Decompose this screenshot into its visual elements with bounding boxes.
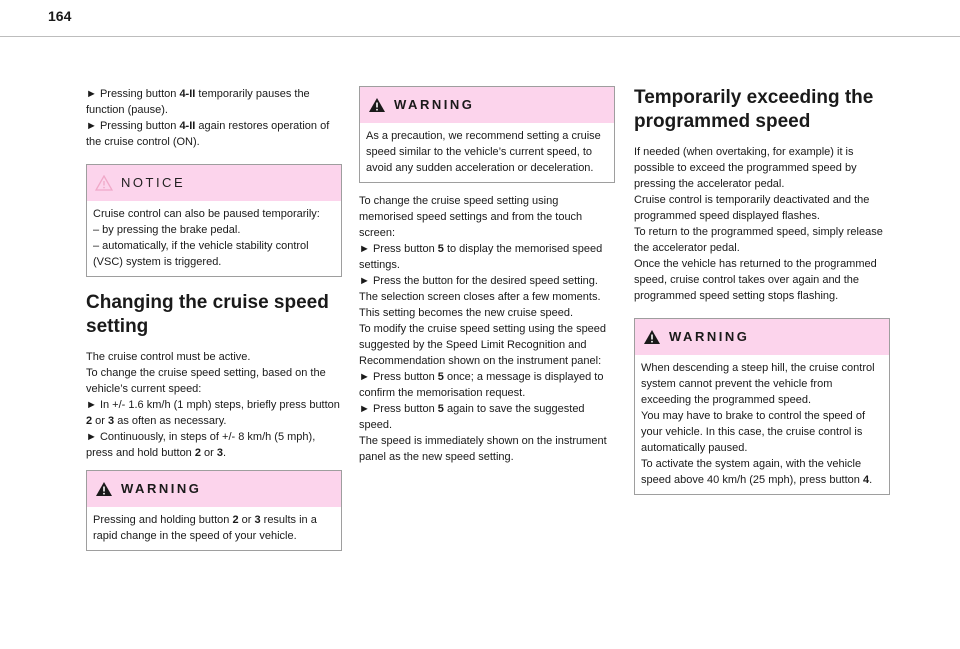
body-line: This setting becomes the new cruise speed. [359, 307, 574, 319]
body-line: ► Press button 5 once; a message is displayed to confirm the memorisation request. [359, 371, 604, 399]
body-line: ► Press button 5 again to save the suggested speed. [359, 403, 585, 431]
warning-text: As a precaution, we recommend setting a cruise speed similar to the vehicle’s current speed, to avoid any sudden acceleration or deceleration. [366, 130, 601, 174]
header-divider [0, 36, 960, 37]
body-line: ► Continuously, in steps of +/- 8 km/h (5 mph), press and hold button 2 or 3. [86, 431, 316, 459]
warning-box [359, 86, 615, 183]
intro-line: ► Pressing button 4-II again restores operation of the cruise control (ON). [86, 120, 330, 148]
warning-line: You may have to brake to control the speed of your vehicle. In this case, the cruise control is automatically paused. [641, 410, 866, 454]
body-line: If needed (when overtaking, for example) it is possible to exceed the programmed speed by pressing the accelerator pedal. [634, 146, 857, 190]
notice-line: Cruise control can also be paused temporarily: [93, 208, 320, 220]
column-2-body [359, 193, 615, 465]
warning-text: Pressing and holding button 2 or 3 results in a rapid change in the speed of your vehicle. [93, 514, 317, 542]
body-line: To modify the cruise speed setting using the speed suggested by the Speed Limit Recognition and Recommendation shown on the instrument panel: [359, 323, 607, 367]
column-1 [86, 86, 342, 551]
page-number: 164 [48, 8, 72, 24]
warning-line: When descending a steep hill, the cruise control system cannot prevent the vehicle from exceeding the programmed speed. [641, 362, 875, 406]
body-line: Cruise control is temporarily deactivated and the programmed speed displayed flashes. [634, 194, 870, 222]
warning-box [86, 470, 342, 551]
section-heading: Changing the cruise speed setting [86, 292, 329, 337]
warning-line: To activate the system again, with the vehicle speed above 40 km/h (25 mph), press button 4. [641, 458, 873, 486]
column-2 [359, 86, 615, 465]
warning-triangle-icon [95, 481, 113, 497]
warning-title: WARNING [121, 481, 202, 496]
body-line: The cruise control must be active. [86, 351, 251, 363]
notice-line: – by pressing the brake pedal. [93, 224, 241, 236]
warning-body [87, 507, 341, 550]
warning-box [634, 318, 890, 495]
warning-title: WARNING [669, 329, 750, 344]
notice-triangle-icon [95, 175, 113, 191]
section-heading: Temporarily exceeding the programmed speed [634, 87, 874, 132]
warning-header [635, 319, 889, 355]
notice-header [87, 165, 341, 201]
body-line: ► In +/- 1.6 km/h (1 mph) steps, briefly press button 2 or 3 as often as necessary. [86, 399, 340, 427]
body-line: The speed is immediately shown on the instrument panel as the new speed setting. [359, 435, 607, 463]
body-line: Once the vehicle has returned to the programmed speed, cruise control takes over again and the programmed speed setting stops flashing. [634, 258, 877, 302]
warning-body [635, 355, 889, 494]
body-line: To change the cruise speed setting using memorised speed settings and from the touch screen: [359, 195, 583, 239]
body-line: To return to the programmed speed, simply release the accelerator pedal. [634, 226, 883, 254]
body-line: To change the cruise speed setting, based on the vehicle’s current speed: [86, 367, 326, 395]
warning-header [87, 471, 341, 507]
warning-header [360, 87, 614, 123]
notice-title: NOTICE [121, 175, 186, 190]
body-line: The selection screen closes after a few moments. [359, 291, 601, 303]
warning-triangle-icon [643, 329, 661, 345]
column-3 [634, 86, 890, 495]
body-line: ► Press the button for the desired speed setting. [359, 275, 598, 287]
intro-line: ► Pressing button 4-II temporarily pauses the function (pause). [86, 88, 310, 116]
notice-body [87, 201, 341, 276]
body-line: ► Press button 5 to display the memorised speed settings. [359, 243, 603, 271]
warning-triangle-icon [368, 97, 386, 113]
notice-box [86, 164, 342, 277]
warning-body [360, 123, 614, 182]
warning-title: WARNING [394, 97, 475, 112]
notice-line: – automatically, if the vehicle stability control (VSC) system is triggered. [93, 240, 309, 268]
